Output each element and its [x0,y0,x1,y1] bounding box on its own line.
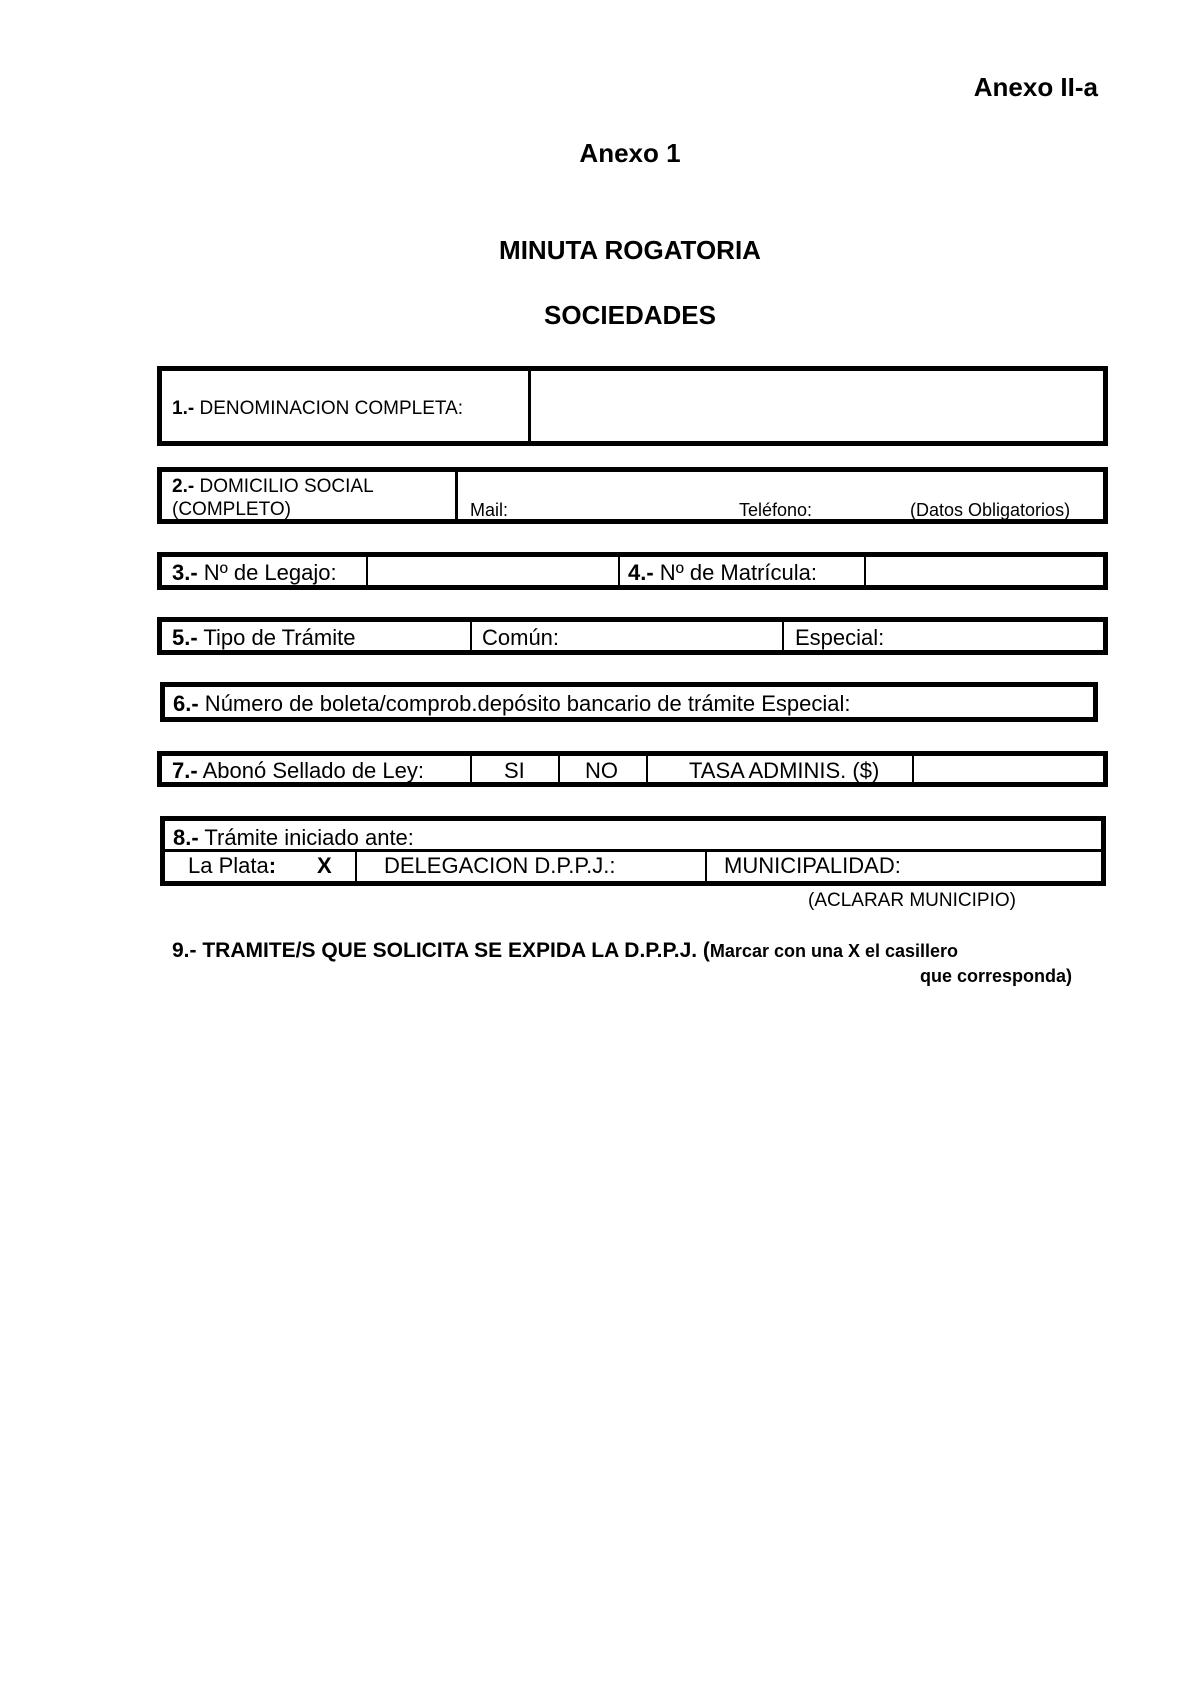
tipo-tramite-row [157,617,1108,655]
divider [470,622,472,650]
datos-obligatorios-note: (Datos Obligatorios) [910,500,1071,520]
field-number: 8.- [173,825,199,850]
especial-option[interactable]: Especial: [795,625,885,650]
divider [782,622,784,650]
denominacion-input[interactable] [531,371,1103,441]
legajo-label [172,560,337,586]
boleta-row [160,682,1098,722]
delegacion-option[interactable]: DELEGACION D.P.P.J.: [384,853,616,878]
field-label: Trámite iniciado ante: [198,825,414,850]
no-option[interactable]: NO [585,758,618,783]
field-number: 7.- [172,758,198,783]
mail-label: Mail: [470,500,509,520]
denominacion-label [172,398,463,420]
field-number: 2.- [172,476,195,497]
divider [558,756,560,782]
field-label: DOMICILIO SOCIAL [194,476,374,497]
divider [165,849,1101,852]
sellado-row [157,751,1108,787]
boleta-label [173,691,851,717]
tramite-iniciado-label [173,825,414,851]
legajo-input[interactable] [368,557,618,585]
document-subtitle: SOCIEDADES [544,300,716,330]
legajo-matricula-row [157,552,1108,590]
field-label: Nº de Legajo: [197,560,337,585]
field-label: DENOMINACION COMPLETA: [194,398,464,419]
field-number: 4.- [628,560,654,585]
la-plata-option[interactable] [188,853,276,879]
field-label: Abonó Sellado de Ley: [197,758,424,783]
field-label: Número de boleta/comprob.depósito bancario de trámite Especial: [198,691,851,716]
field-number: 6.- [173,691,199,716]
si-option[interactable]: SI [504,758,525,783]
field-number: 5.- [172,625,198,650]
domicilio-row [157,467,1108,524]
tasa-input[interactable] [914,756,1103,782]
field-label: Nº de Matrícula: [653,560,818,585]
annex-title: Anexo 1 [579,138,681,168]
field-number: 1.- [172,398,195,419]
divider [705,849,707,881]
aclarar-municipio-note: (ACLARAR MUNICIPIO) [808,890,1016,911]
divider [618,557,620,585]
document-title: MINUTA ROGATORIA [499,235,761,265]
municipalidad-option[interactable]: MUNICIPALIDAD: [724,853,901,878]
telefono-label: Teléfono: [739,500,813,520]
field-number: 3.- [172,560,198,585]
matricula-input[interactable] [866,557,1103,585]
section-9-note-continued: que corresponda) [920,966,1073,986]
tasa-label: TASA ADMINIS. ($) [689,758,880,783]
comun-option[interactable]: Común: [482,625,560,650]
tramite-iniciado-row [160,816,1106,886]
tipo-tramite-label [172,625,355,651]
section-9-note: Marcar con una X el casillero [709,941,959,961]
domicilio-label [172,475,374,521]
divider [455,472,458,519]
colon: : [268,853,277,878]
matricula-label [628,560,817,586]
section-9-title [172,939,958,963]
divider [646,756,648,782]
section-9-heading: 9.- TRAMITE/S QUE SOLICITA SE EXPIDA LA D.P.P.J. ( [172,939,710,962]
field-label: Tipo de Trámite [197,625,356,650]
divider [355,849,357,881]
annex-corner-label: Anexo II-a [973,72,1098,102]
field-label-line2: (COMPLETO) [172,499,291,520]
denominacion-row [157,366,1108,446]
divider [470,756,472,782]
la-plata-label: La Plata [188,853,269,878]
sellado-label [172,758,424,784]
la-plata-mark: X [317,853,332,878]
